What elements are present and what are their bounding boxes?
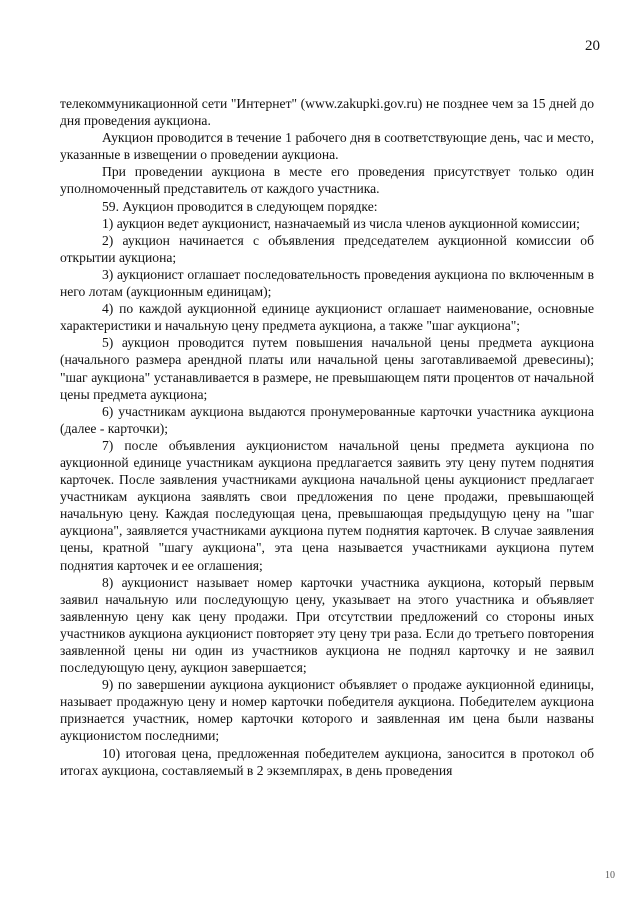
list-item-7: 7) после объявления аукционистом начальной цены предмета аукциона по аукционной единице участникам аукциона предлагается заявить эту цену путем поднятия карточек. После заявления участниками аукциона начальной цены аукционист предлагает участникам аукциона заявлять свои предложения по цене продажи, превышающей начальную цену. Каждая последующая цена, превышающая предыдущую цену на "шаг аукциона", заявляется участниками аукциона путем поднятия карточек. В случае заявления цены, кратной "шагу аукциона", эта цена называется участниками аукциона путем поднятия карточек и ее оглашения; [60, 437, 594, 573]
list-item-1: 1) аукцион ведет аукционист, назначаемый из числа членов аукционной комиссии; [102, 215, 580, 231]
list-item-6: 6) участникам аукциона выдаются пронумерованные карточки участника аукциона (далее - карточки); [60, 403, 594, 436]
list-item-5: 5) аукцион проводится путем повышения начальной цены предмета аукциона (начального размера арендной платы или начальной цены заготавливаемой древесины); "шаг аукциона" устанавливается в размере, не превышающем пяти процентов от начальной цены предмета аукциона; [60, 335, 594, 402]
list-item-4: 4) по каждой аукционной единице аукционист оглашает наименование, основные характеристики и начальную цену предмета аукциона, а также "шаг аукциона"; [60, 301, 594, 334]
list-item-8: 8) аукционист называет номер карточки участника аукциона, который первым заявил начальную или последующую цену, указывает на этого участника и объявляет заявленную цену как цену продажи. При отсутствии предложений со стороны иных участников аукциона аукционист повторяет эту цену три раза. Если до третьего повторения заявленной цены ни один из участников аукциона не поднял карточку и не заявил последующую цену, аукцион завершается; [60, 574, 594, 676]
list-item-2: 2) аукцион начинается с объявления председателем аукционной комиссии об открытии аукциона; [60, 232, 594, 265]
list-item-10: 10) итоговая цена, предложенная победителем аукциона, заносится в протокол об итогах аукциона, составляемый в 2 экземплярах, в день проведения [60, 745, 594, 778]
paragraph-clause-59: 59. Аукцион проводится в следующем порядке: [102, 198, 378, 214]
list-item-9: 9) по завершении аукциона аукционист объявляет о продаже аукционной единицы, называет продажную цену и номер карточки победителя аукциона. Победителем аукциона признается участник, номер карточки которого и заявленная им цена были названы аукционистом последними; [60, 677, 594, 744]
paragraph-auction-duration: Аукцион проводится в течение 1 рабочего дня в соответствующие день, час и место, указанные в извещении о проведении аукциона. [60, 130, 594, 163]
document-body [60, 95, 594, 779]
list-item-3: 3) аукционист оглашает последовательность проведения аукциона по включенным в него лотам (аукционным единицам); [60, 266, 594, 300]
paragraph-representative: При проведении аукциона в месте его проведения присутствует только один уполномоченный представитель от каждого участника. [60, 164, 594, 197]
corner-stamp-mark: 10 [605, 870, 615, 881]
paragraph-continuation: телекоммуникационной сети "Интернет" (www.zakupki.gov.ru) не позднее чем за 15 дней до дня проведения аукциона. [60, 96, 594, 129]
page-number: 20 [585, 38, 600, 54]
